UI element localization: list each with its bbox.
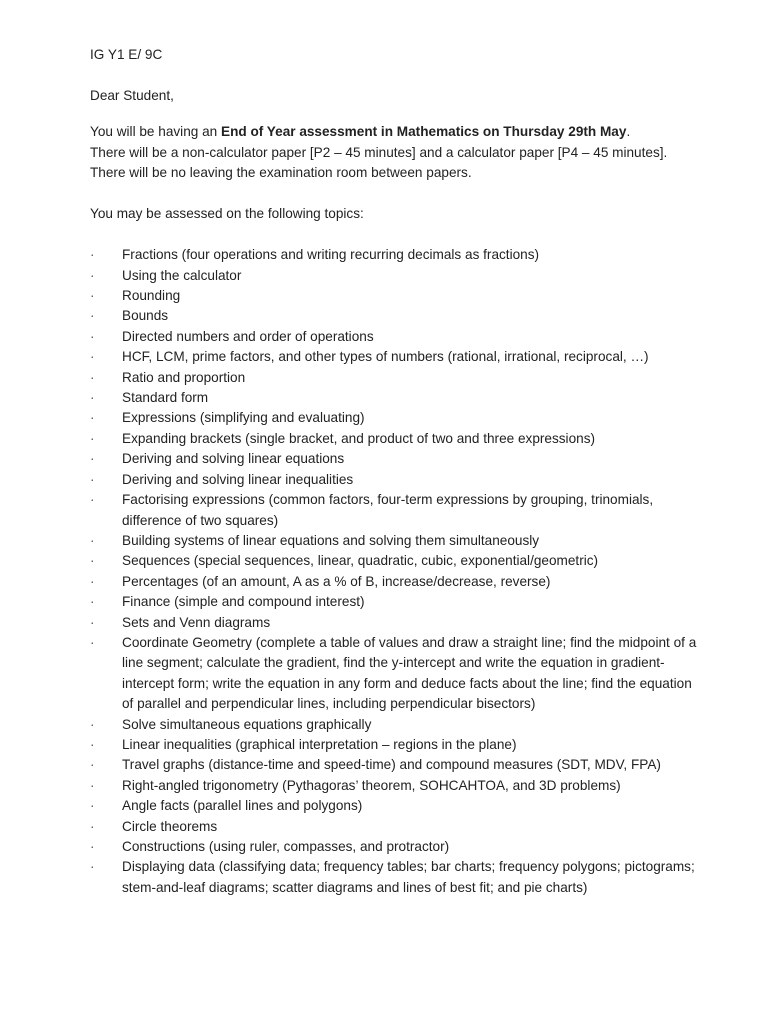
- bullet-icon: ·: [90, 777, 95, 793]
- bullet-icon: ·: [90, 614, 95, 630]
- bullet-icon: ·: [90, 736, 95, 752]
- topic-text: Solve simultaneous equations graphically: [122, 716, 372, 732]
- topic-text: Finance (simple and compound interest): [122, 594, 365, 610]
- topic-text: Constructions (using ruler, compasses, and protractor): [122, 839, 450, 854]
- topic-text: Sets and Venn diagrams: [122, 614, 271, 630]
- topic-item: [90, 245, 700, 265]
- topic-text: Expanding brackets (single bracket, and product of two and three expressions): [122, 430, 596, 446]
- bullet-icon: ·: [90, 369, 95, 385]
- bullet-icon: ·: [90, 492, 95, 508]
- topic-item: [90, 286, 700, 306]
- bullet-icon: ·: [90, 451, 95, 467]
- class-reference: IG Y1 E/ 9C: [90, 47, 163, 62]
- topic-item: [90, 327, 700, 347]
- bullet-icon: ·: [90, 716, 95, 732]
- topic-item: [90, 449, 700, 469]
- topic-item: [90, 755, 700, 775]
- topic-text: Building systems of linear equations and solving them simultaneously: [122, 532, 540, 548]
- topic-text: Angle facts (parallel lines and polygons): [122, 798, 363, 814]
- topics-list: [90, 245, 697, 898]
- bullet-icon: ·: [90, 839, 95, 854]
- topic-item: [90, 408, 700, 428]
- bullet-icon: ·: [90, 798, 95, 814]
- bullet-icon: ·: [90, 634, 95, 650]
- topic-text: Travel graphs (distance-time and speed-time) and compound measures (SDT, MDV, FPA): [122, 757, 661, 773]
- topic-item: [90, 572, 700, 592]
- greeting: Dear Student,: [90, 88, 174, 103]
- bullet-icon: ·: [90, 532, 95, 548]
- bullet-icon: ·: [90, 573, 95, 589]
- topic-text: Circle theorems: [122, 818, 218, 834]
- bullet-icon: ·: [90, 430, 95, 446]
- topic-text: Sequences (special sequences, linear, quadratic, cubic, exponential/geometric): [122, 553, 599, 569]
- topic-item: [90, 857, 700, 898]
- topic-text: Linear inequalities (graphical interpretation – regions in the plane): [122, 736, 517, 752]
- topic-item: [90, 347, 700, 367]
- topic-item: [90, 368, 700, 388]
- intro-paragraph: [90, 122, 690, 183]
- topic-text: Deriving and solving linear equations: [122, 451, 345, 467]
- topic-text: Right-angled trigonometry (Pythagoras’ theorem, SOHCAHTOA, and 3D problems): [122, 777, 621, 793]
- bullet-icon: ·: [90, 288, 95, 304]
- topic-item: [90, 470, 700, 490]
- bullet-icon: ·: [90, 390, 95, 406]
- bullet-icon: ·: [90, 553, 95, 569]
- topic-text: Bounds: [122, 308, 169, 324]
- topic-item: [90, 531, 700, 551]
- topic-text: Ratio and proportion: [122, 369, 246, 385]
- bullet-icon: ·: [90, 859, 95, 875]
- bullet-icon: ·: [90, 308, 95, 324]
- topic-text: Percentages (of an amount, A as a % of B, increase/decrease, reverse): [122, 573, 551, 589]
- topic-text: Using the calculator: [122, 267, 242, 283]
- bullet-icon: ·: [90, 247, 95, 263]
- topic-item: [90, 837, 700, 857]
- topic-text: Standard form: [122, 390, 209, 406]
- bullet-icon: ·: [90, 757, 95, 773]
- topic-item: [90, 551, 700, 571]
- letter-page: [90, 45, 697, 898]
- bullet-icon: ·: [90, 267, 95, 283]
- bullet-icon: ·: [90, 410, 95, 426]
- topic-text: Rounding: [122, 288, 181, 304]
- bullet-icon: ·: [90, 349, 95, 365]
- topic-text: Deriving and solving linear inequalities: [122, 471, 354, 487]
- topic-item: [90, 613, 700, 633]
- bullet-icon: ·: [90, 471, 95, 487]
- topic-text: Displaying data (classifying data; frequency tables; bar charts; frequency polygons; pictograms; stem-and-leaf diagrams; scatter diagrams and lines of best fit; and pie charts): [122, 859, 695, 895]
- topic-item: [90, 306, 700, 326]
- topic-item: [90, 429, 700, 449]
- topic-text: Coordinate Geometry (complete a table of values and draw a straight line; find the midpoint of a line segment; calculate the gradient, find the y-intercept and write the equation in gradient-intercept form; write the equation in any form and deduce facts about the line; find the equation of parallel and perpendicular lines, including perpendicular bisectors): [122, 634, 697, 712]
- topic-item: [90, 490, 700, 531]
- topic-item: [90, 735, 700, 755]
- topic-item: [90, 776, 700, 796]
- bullet-icon: ·: [90, 818, 95, 834]
- topic-text: Directed numbers and order of operations: [122, 328, 374, 344]
- topic-item: [90, 388, 700, 408]
- topic-text: Factorising expressions (common factors, four-term expressions by grouping, trinomials, difference of two squares): [122, 492, 654, 528]
- assessment-date-highlight: End of Year assessment in Mathematics on Thursday 29th May: [221, 124, 627, 140]
- bullet-icon: ·: [90, 594, 95, 610]
- topic-item: [90, 796, 700, 816]
- topic-text: Expressions (simplifying and evaluating): [122, 410, 365, 426]
- topic-item: [90, 633, 700, 715]
- bullet-icon: ·: [90, 328, 95, 344]
- topic-item: [90, 817, 700, 837]
- intro-line-1: You will be having an End of Year assessment in Mathematics on Thursday 29th May.: [90, 124, 631, 140]
- topics-lead: You may be assessed on the following topics:: [90, 206, 364, 222]
- topic-text: HCF, LCM, prime factors, and other types of numbers (rational, irrational, reciprocal, …): [122, 349, 649, 365]
- topic-item: [90, 715, 700, 735]
- topic-item: [90, 266, 700, 286]
- topic-text: Fractions (four operations and writing recurring decimals as fractions): [122, 247, 540, 263]
- intro-line-3: There will be no leaving the examination room between papers.: [90, 165, 472, 181]
- topic-item: [90, 592, 700, 612]
- intro-line-2: There will be a non-calculator paper [P2 – 45 minutes] and a calculator paper [P4 – 45 minutes].: [90, 144, 668, 160]
